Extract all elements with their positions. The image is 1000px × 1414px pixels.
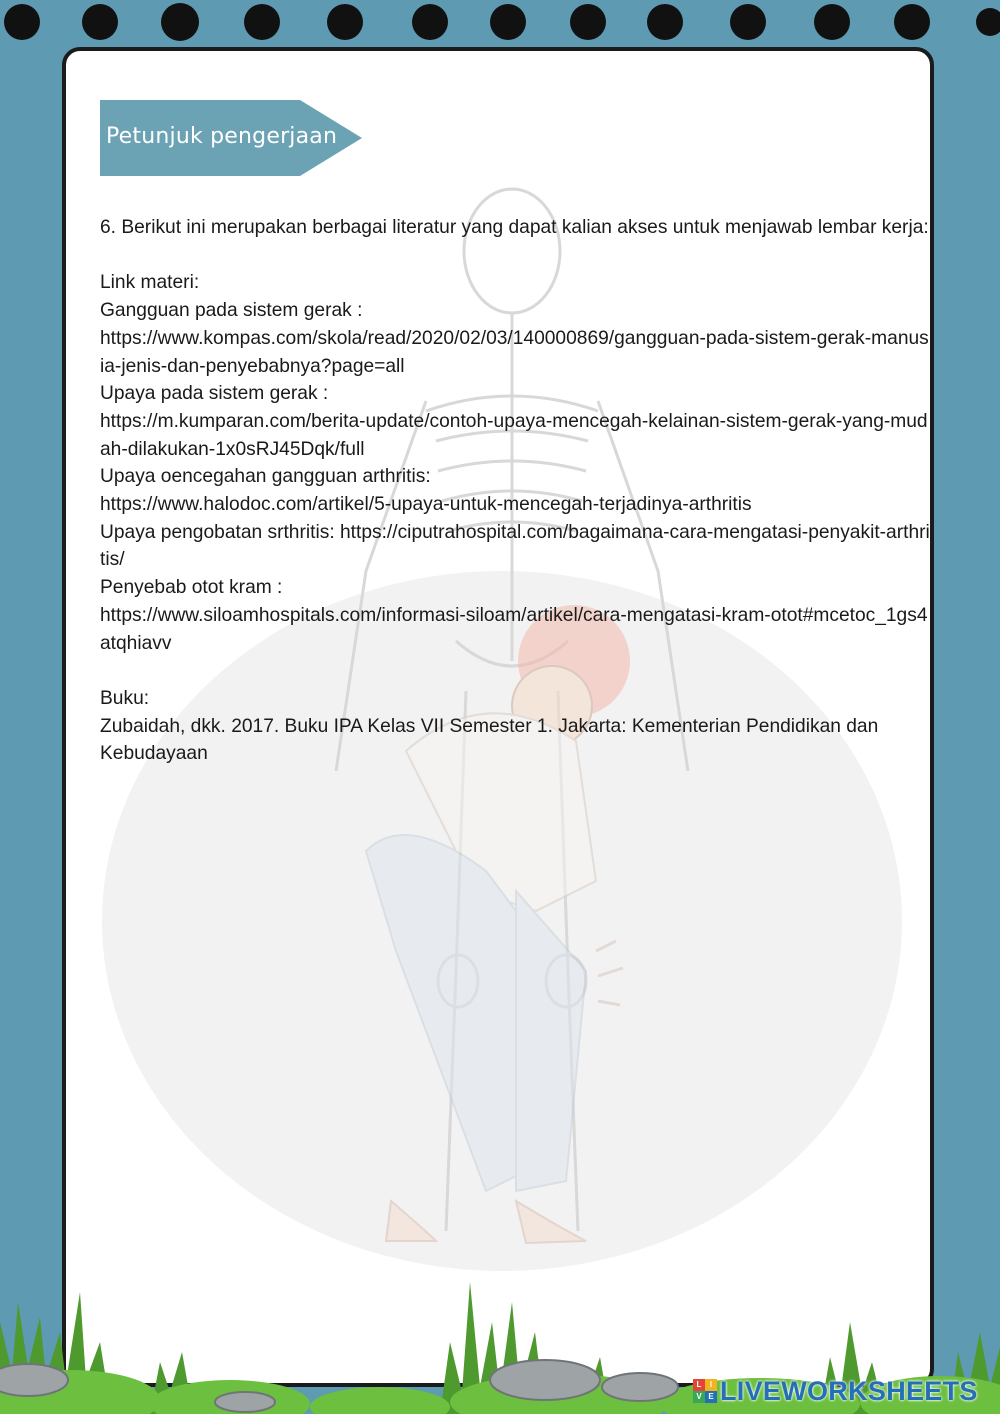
instruction-text: 6. Berikut ini merupakan berbagai literatur yang dapat kalian akses untuk menjawab lembar kerja: [100, 217, 929, 238]
links-heading: Link materi: [100, 272, 200, 294]
reference-link[interactable]: https://www.kompas.com/skola/read/2020/02/03/140000869/gangguan-pada-sistem-gerak-manusia-jenis-dan-penyebabnya?page=all [100, 327, 929, 377]
link-label: Upaya oencegahan gangguan arthritis: [100, 466, 431, 488]
book-reference: Zubaidah, dkk. 2017. Buku IPA Kelas VII Semester 1. Jakarta: Kementerian Pendidikan dan Kebudayaan [100, 715, 879, 765]
logo-letter: I [705, 1379, 717, 1391]
decorative-dots-border [0, 0, 1000, 46]
logo-letter: V [693, 1391, 705, 1403]
reference-link[interactable]: https://m.kumparan.com/berita-update/contoh-upaya-mencegah-kelainan-sistem-gerak-yang-mudah-dilakukan-1x0sRJ45Dqk/full [100, 410, 928, 460]
link-label: Upaya pengobatan srthritis: [100, 521, 335, 543]
liveworksheets-logo-icon [693, 1379, 717, 1403]
worksheet-content [100, 214, 930, 768]
link-label: Gangguan pada sistem gerak : [100, 300, 363, 322]
reference-link[interactable]: https://www.siloamhospitals.com/informasi-siloam/artikel/cara-mengatasi-kram-otot#mcetoc_1gs4atqhiavv [100, 604, 928, 654]
link-label: Upaya pada sistem gerak : [100, 383, 329, 405]
logo-letter: E [705, 1391, 717, 1403]
instructions-banner [100, 100, 362, 176]
books-heading: Buku: [100, 687, 150, 709]
link-label: Penyebab otot kram : [100, 577, 283, 599]
banner-title: Petunjuk pengerjaan [106, 124, 338, 149]
logo-letter: L [693, 1379, 705, 1391]
reference-link[interactable]: https://www.halodoc.com/artikel/5-upaya-untuk-mencegah-terjadinya-arthritis [100, 494, 752, 516]
liveworksheets-watermark [693, 1374, 978, 1408]
link-entry [100, 519, 930, 574]
reference-link[interactable]: https://ciputrahospital.com/bagaimana-cara-mengatasi-penyakit-arthritis/ [100, 521, 930, 571]
brand-name: LIVEWORKSHEETS [720, 1375, 978, 1406]
